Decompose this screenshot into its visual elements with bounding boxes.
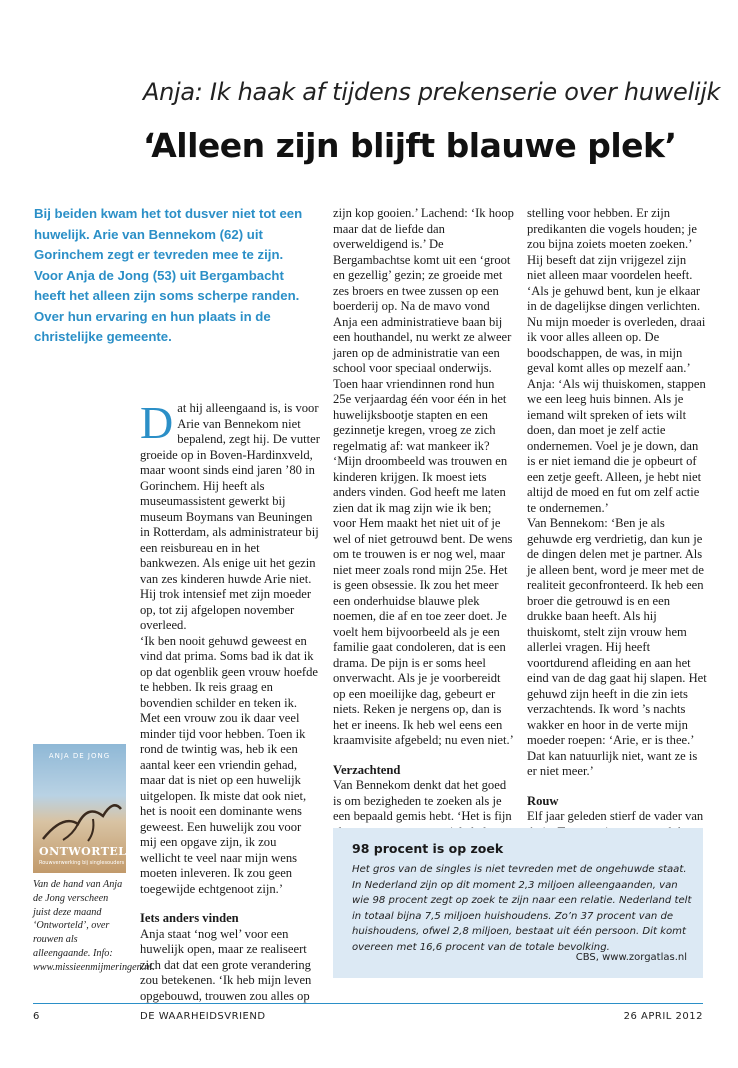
paragraph: zijn kop gooien.’ Lachend: ‘Ik hoop maar dat de liefde dan overweldigend is.’ De Bergambachtse komt uit een ‘groot en gezellig’ gezin; ze groeide met zes broers en twee zussen op een boerderij op. Na de mavo vond Anja een administratieve baan bij een houthandel, nu werkt ze alweer jaren op de administratie van een school voor speciaal onderwijs. (333, 206, 514, 375)
paragraph: Van Bennekom denkt dat het goed is om bezigheden te zoeken als je een bepaald gemis hebt. ‘Het is fijn (333, 778, 512, 823)
paragraph: Toen haar vriendinnen rond hun 25e verjaardag één voor één in het huwelijksbootje stapten en een gezinnetje kregen, vroeg ze zich regelmatig af: wat mankeer ik? ‘Mijn droombeeld was trouwen en kinderen krijgen. Ik moest iets anders vinden. God heeft me laten zien dat ik mag zijn wie ik ben; voor Hem maakt het niet uit of je wel of niet getrouwd bent. De wens om te trouwen is er nog wel, maar niet meer zoals rond mijn 25e. Het is geen obsessie. Ik zou het meer een onderhuidse blauwe plek noemen, die af en toe zeer doet. Je voelt hem bijvoorbeeld als je een familie gaat condoleren, dat is een drama. De pijn is er soms heel onverwacht. Als je je voorbereidt op een moeilijke dag, gebeurt er niets. Reken je nergens op, dan is het er ineens. Ik heb wel eens een kraamvisite afgebeld; nu even niet.’ (333, 376, 514, 747)
article-kicker: Anja: Ik haak af tijdens prekenserie over huwelijk (143, 78, 721, 106)
paragraph: ‘Ik ben nooit gehuwd geweest en vind dat prima. Soms bad ik dat ik op dat ogenblik geen vrouw hoefde te hebben. Ik reis graag en bovendien schilder en teken ik. Met een vrouw zou ik daar veel minder tijd voor hebben. Toen ik rond de twintig was, heb ik een aantal keer een vriendin gehad, maar dat is niet op een huwelijk uitgelopen. Ik miste dat ook niet, het is nooit een dominante wens geweest. Een huwelijk zou voor mij een opgave zijn, ik zou wellicht te veel naar mijn wens moeten inleveren. Ik zou geen toegewijde echtgenoot zijn.’ (140, 633, 319, 896)
column-3 (527, 206, 707, 856)
paragraph (140, 397, 320, 634)
issue-date: 26 APRIL 2012 (623, 1011, 703, 1022)
paragraph: Elf jaar geleden stierf de vader van (527, 809, 704, 823)
book-author: ANJA DE JONG (48, 752, 111, 760)
book-subtitle: Rouwverwerking bij singlesouders (39, 860, 125, 866)
drop-cap: D (140, 397, 174, 448)
info-box-source: CBS, www.zorgatlas.nl (575, 952, 687, 963)
info-box-text: Het gros van de singles is niet tevreden met de ongehuwde staat. In Nederland zijn op dit moment 2,3 miljoen alleengaanden, van wie 98 procent zegt op zoek te zijn naar een relatie. Nederland telt in totaal bijna 7,5 miljoen huishoudens. Zo’n 37 procent van de huishoudens, ofwel 2,8 miljoen, bestaat uit één persoon. Dit komt overeen met 16,6 procent van de totale bevolking. (352, 864, 692, 953)
info-box-title: 98 procent is op zoek (352, 841, 504, 856)
subheading: Verzachtend (333, 762, 401, 777)
article-intro: Bij beiden kwam het tot dusver niet tot een huwelijk. Arie van Bennekom (62) uit Gorinchem zegt er tevreden mee te zijn. Voor Anja de Jong (53) uit Bergambacht heeft het alleen zijn soms scherpe randen. Over hun ervaring en hun plaats in de christelijke gemeente. (34, 206, 303, 344)
magazine-name: DE WAARHEIDSVRIEND (140, 1011, 266, 1022)
paragraph: Anja staat ‘nog wel’ voor een huwelijk open, maar ze realiseert zich dat dat een grote verandering zou betekenen. ‘Ik heb mijn leven opgebouwd, trouwen zou alles op (140, 926, 312, 1003)
book-title: ONTWORTELD (39, 845, 137, 858)
subheading: Rouw (527, 793, 559, 808)
book-cover-image (33, 744, 137, 873)
subheading: Iets anders vinden (140, 911, 239, 925)
paragraph: Anja: ‘Als wij thuiskomen, stappen we een leeg huis binnen. Als je iemand wilt spreken of iets wilt doen, dan moet je zelf actie ondernemen. Voel je je down, dan is er niet iemand die je opbeurt of een zetje geeft. Alleen, je hebt niet altijd de moed en fut om zelf actie te ondernemen.’ (527, 376, 706, 515)
page-number: 6 (33, 1011, 40, 1022)
paragraph: stelling voor hebben. Er zijn predikanten die vogels houden; je zou bijna zoiets moeten zoeken.’ Hij beseft dat zijn vrijgezel zijn niet alleen maar voordelen heeft. ‘Als je gehuwd bent, kun je elkaar in de dagelijkse dingen verlichten. Nu mijn moeder is overleden, draai ik voor alles alleen op. De boodschappen, de was, in mijn geval komt alles op mezelf aan.’ (527, 206, 706, 375)
column-1 (140, 397, 320, 1004)
footer-divider (33, 1003, 703, 1004)
column-2 (333, 206, 515, 840)
info-box (333, 828, 703, 978)
paragraph-text: at hij alleengaand is, is voor Arie van Bennekom niet bepalend, zegt hij. De vutter groeide op in Boven-Hardinxveld, maar woont sinds eind jaren ’80 in Gorinchem. Hij heeft als museumassistent gewerkt bij museum Boymans van Beuningen in Rotterdam, als administrateur bij een reisbureau en in het bankwezen. Als enige uit het gezin van zes kinderen huwde Arie niet. Hij trok intensief met zijn moeder op, tot zij afgelopen november overleed. (140, 401, 320, 632)
article-headline: ‘Alleen zijn blijft blauwe plek’ (143, 126, 677, 165)
image-caption: Van de hand van Anja de Jong verscheen juist deze maand ‘Ontworteld’, over rouwen als alleengaande. Info: www.missieenmijmeringen.nl. (33, 879, 155, 973)
paragraph: Van Bennekom: ‘Ben je als gehuwde erg verdrietig, dan kun je de dingen delen met je partner. Als je alleen bent, word je meer met de realiteit geconfronteerd. Ik heb een broer die getrouwd is en een drukke baan heeft. Als hij thuiskomt, stelt zijn vrouw hem allerlei vragen. Hij heeft voortdurend afleiding en aan het eind van de dag gaat hij slapen. Het gehuwd zijn heeft in die zin iets verzachtends. Ik word ’s nachts wakker en hoor in de verte mijn moeder roepen: ‘Arie, er is thee.’ Dat kan natuurlijk niet, want ze is er niet meer.’ (527, 516, 707, 778)
